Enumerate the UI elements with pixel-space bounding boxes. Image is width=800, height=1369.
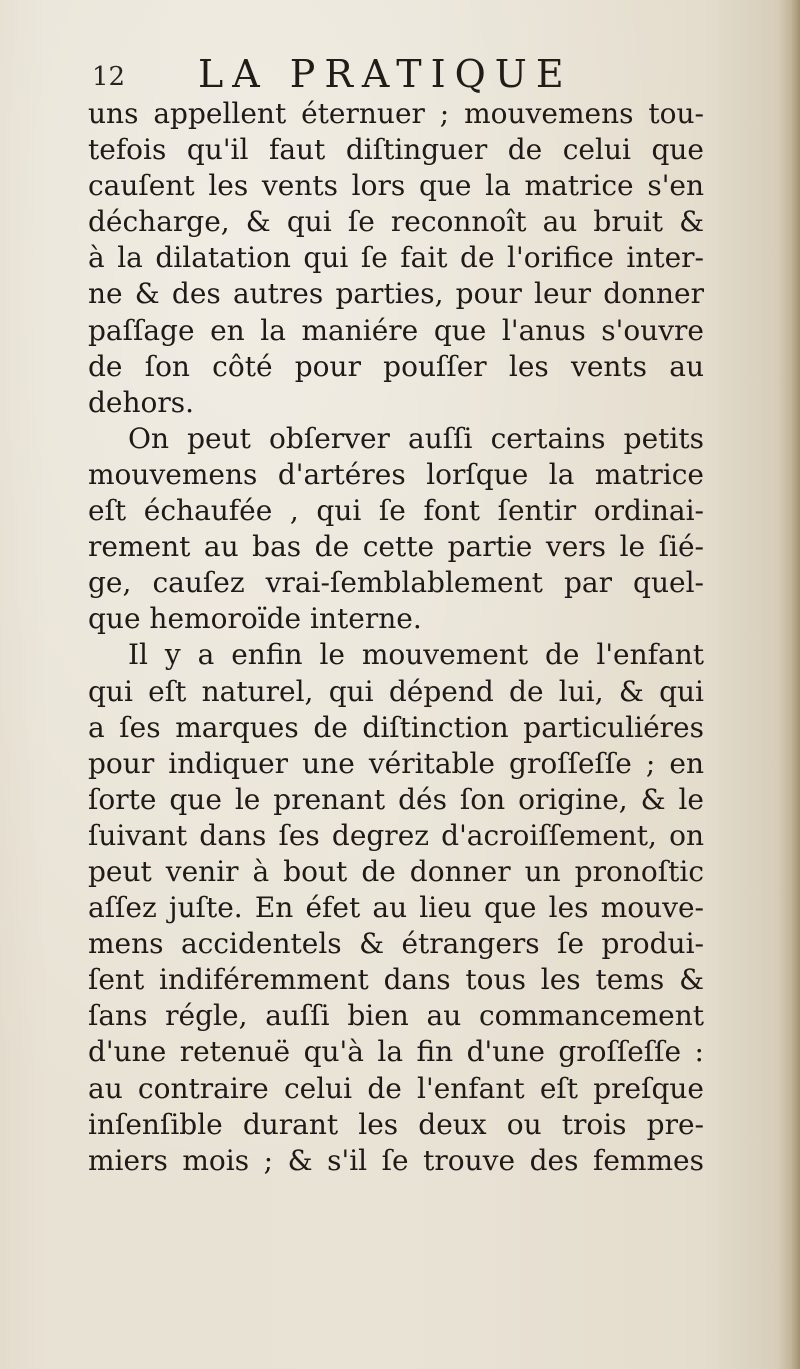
text-line: eſt échaufée , qui ſe font ſentir ordinai- [88, 494, 704, 528]
text-line: On peut obſerver auſſi certains petits [128, 421, 704, 455]
text-line: que hemoroïde interne. [88, 602, 422, 636]
page-number: 12 [92, 62, 126, 92]
text-line: pour indiquer une véritable groſſeſſe ; en [88, 746, 704, 780]
text-line: Il y a enfin le mouvement de l'enfant [128, 638, 704, 672]
text-line: ſorte que le prenant dés ſon origine, & le [88, 782, 704, 816]
text-line: ſuivant dans ſes degrez d'acroiſſement, on [88, 818, 704, 852]
text-line: inſenſible durant les deux ou trois pre- [88, 1107, 704, 1141]
body-text [88, 96, 704, 1179]
text-line: ſans régle, auſſi bien au commancement [88, 999, 704, 1033]
text-line: dehors. [88, 385, 195, 419]
running-head: LA PRATIQUE [198, 52, 573, 96]
text-line: décharge, & qui ſe reconnoît au bruit & [88, 205, 704, 239]
text-line: ge, cauſez vrai-ſemblablement par quel- [88, 566, 704, 600]
text-line: miers mois ; & s'il ſe trouve des femmes [88, 1143, 704, 1177]
text-line: rement au bas de cette partie vers le ſié- [88, 530, 704, 564]
page-edge-shadow [778, 0, 800, 1369]
text-line: ne & des autres parties, pour leur donner [88, 277, 704, 311]
text-line: de ſon côté pour pouſſer les vents au [88, 349, 704, 383]
text-line: aſſez juſte. En éfet au lieu que les mouve- [88, 891, 704, 925]
text-line: cauſent les vents lors que la matrice s'en [88, 169, 704, 203]
text-line: à la dilatation qui ſe fait de l'orifice inter- [88, 241, 704, 275]
text-line: au contraire celui de l'enfant eſt preſque [88, 1071, 704, 1105]
text-line: tefois qu'il faut diſtinguer de celui que [88, 133, 704, 167]
text-line: a ſes marques de diſtinction particuliéres [88, 710, 704, 744]
text-line: peut venir à bout de donner un pronoſtic [88, 854, 704, 888]
text-line: qui eſt naturel, qui dépend de lui, & qui [88, 674, 704, 708]
text-line: mens accidentels & étrangers ſe produi- [88, 927, 704, 961]
text-line: mouvemens d'artéres lorſque la matrice [88, 457, 704, 491]
page-header [90, 52, 710, 100]
text-line: d'une retenuë qu'à la fin d'une groſſeſſe : [88, 1035, 704, 1069]
text-line: ſent indiféremment dans tous les tems & [88, 963, 704, 997]
text-line: paſſage en la maniére que l'anus s'ouvre [88, 313, 704, 347]
text-line: uns appellent éternuer ; mouvemens tou- [88, 97, 704, 130]
